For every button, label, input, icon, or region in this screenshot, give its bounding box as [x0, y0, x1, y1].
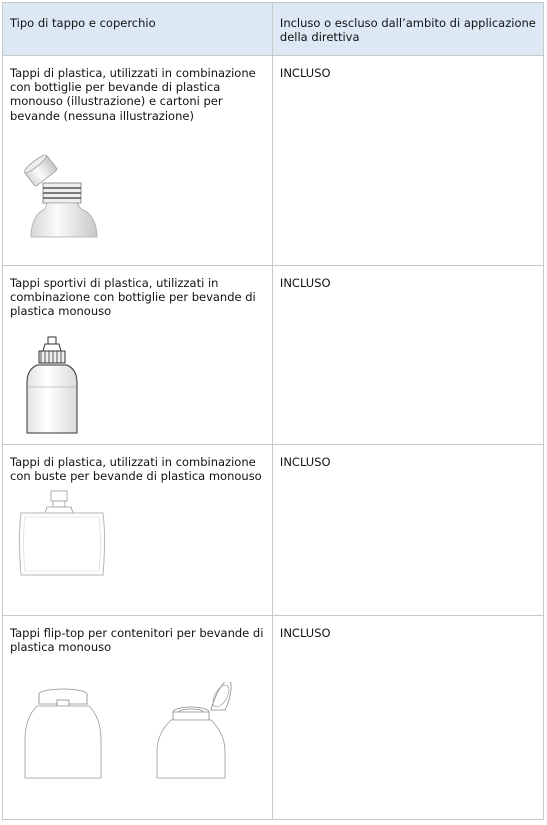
cap-type-cell [3, 56, 273, 266]
scope-status: INCLUSO [279, 455, 331, 469]
table-header-row [3, 3, 544, 56]
cap-type-cell [3, 616, 273, 820]
table-row [3, 445, 544, 616]
cap-type-cell [3, 266, 273, 445]
scope-status: INCLUSO [279, 66, 331, 80]
cap-type-text: Tappi di plastica, utilizzati in combinazione con buste per bevande di plastica monouso [10, 455, 262, 484]
scope-cell [272, 616, 543, 820]
directive-scope-table [2, 2, 544, 820]
scope-status: INCLUSO [279, 626, 331, 640]
sports-bottle-icon [21, 335, 101, 435]
cap-type-cell [3, 445, 273, 616]
cap-type-text: Tappi flip-top per contenitori per bevande di plastica monouso [10, 626, 264, 655]
cap-type-text: Tappi di plastica, utilizzati in combinazione con bottiglie per bevande di plastica monouso (illustrazione) e cartoni per bevande (nessuna illustrazione) [10, 66, 256, 123]
scope-cell [272, 56, 543, 266]
drink-pouch-icon [17, 489, 117, 579]
table-row [3, 616, 544, 820]
scope-cell [272, 266, 543, 445]
cap-type-text: Tappi sportivi di plastica, utilizzati in combinazione con bottiglie per bevande di plastica monouso [10, 276, 256, 319]
header-scope: Incluso o escluso dall’ambito di applicazione della direttiva [279, 16, 536, 45]
header-cap-type: Tipo di tappo e coperchio [10, 16, 156, 30]
scope-cell [272, 445, 543, 616]
header-cell-cap-type [3, 3, 273, 56]
flip-top-bottles-icon [19, 682, 259, 782]
table-row [3, 266, 544, 445]
table-row [3, 56, 544, 266]
header-cell-scope [272, 3, 543, 56]
bottle-with-removed-cap-icon [17, 143, 137, 238]
scope-status: INCLUSO [279, 276, 331, 290]
